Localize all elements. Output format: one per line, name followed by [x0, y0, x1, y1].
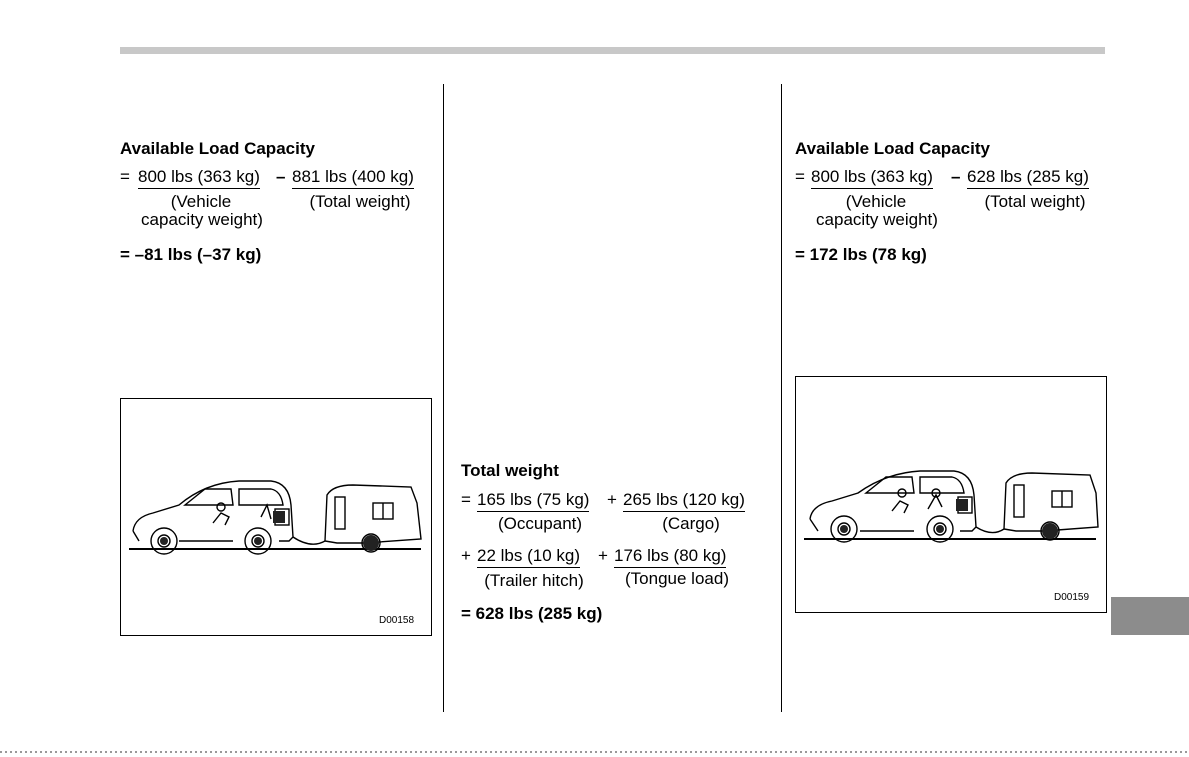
- middle-term-cargo: 265 lbs (120 kg): [623, 490, 745, 512]
- left-caption-total-weight: (Total weight): [309, 192, 411, 211]
- middle-plus-3: +: [598, 546, 608, 565]
- right-caption-capacity-weight: capacity weight): [816, 210, 938, 229]
- middle-caption-cargo: (Cargo): [662, 514, 720, 533]
- left-eq-prefix: =: [120, 167, 130, 186]
- left-term-total: 881 lbs (400 kg): [292, 167, 414, 189]
- page-edge-dots: [0, 751, 1189, 753]
- right-term-total: 628 lbs (285 kg): [967, 167, 1089, 189]
- car-trailer-illustration: [121, 399, 431, 635]
- left-heading: Available Load Capacity: [120, 139, 315, 158]
- middle-result: = 628 lbs (285 kg): [461, 604, 603, 623]
- left-caption-vehicle: (Vehicle: [170, 192, 232, 211]
- right-minus: –: [951, 167, 961, 186]
- car-trailer-illustration: [796, 377, 1106, 612]
- left-figure-id: D00158: [379, 615, 415, 626]
- figure-car-towing-trailer-left: [120, 398, 432, 636]
- right-caption-total-weight: (Total weight): [984, 192, 1086, 211]
- middle-caption-occupant: (Occupant): [497, 514, 583, 533]
- right-result: = 172 lbs (78 kg): [795, 245, 927, 264]
- middle-plus-2: +: [461, 546, 471, 565]
- middle-term-tongue-load: 176 lbs (80 kg): [614, 546, 726, 568]
- right-caption-vehicle: (Vehicle: [845, 192, 907, 211]
- left-caption-capacity-weight: capacity weight): [141, 210, 263, 229]
- middle-term-trailer-hitch: 22 lbs (10 kg): [477, 546, 580, 568]
- right-eq-prefix: =: [795, 167, 805, 186]
- middle-caption-tongue-load: (Tongue load): [625, 569, 729, 588]
- right-heading: Available Load Capacity: [795, 139, 990, 158]
- middle-eq-prefix: =: [461, 490, 471, 509]
- section-thumb-tab: [1111, 597, 1189, 635]
- right-figure-id: D00159: [1054, 592, 1090, 603]
- header-rule: [120, 47, 1105, 54]
- column-divider-right: [781, 84, 782, 712]
- middle-heading: Total weight: [461, 461, 559, 480]
- middle-term-occupant: 165 lbs (75 kg): [477, 490, 589, 512]
- column-divider-left: [443, 84, 444, 712]
- figure-car-towing-trailer-right: [795, 376, 1107, 613]
- left-term-capacity: 800 lbs (363 kg): [138, 167, 260, 189]
- right-term-capacity: 800 lbs (363 kg): [811, 167, 933, 189]
- left-minus: –: [276, 167, 286, 186]
- left-result: = –81 lbs (–37 kg): [120, 245, 262, 264]
- middle-plus-1: +: [607, 490, 617, 509]
- middle-caption-trailer-hitch: (Trailer hitch): [484, 571, 584, 590]
